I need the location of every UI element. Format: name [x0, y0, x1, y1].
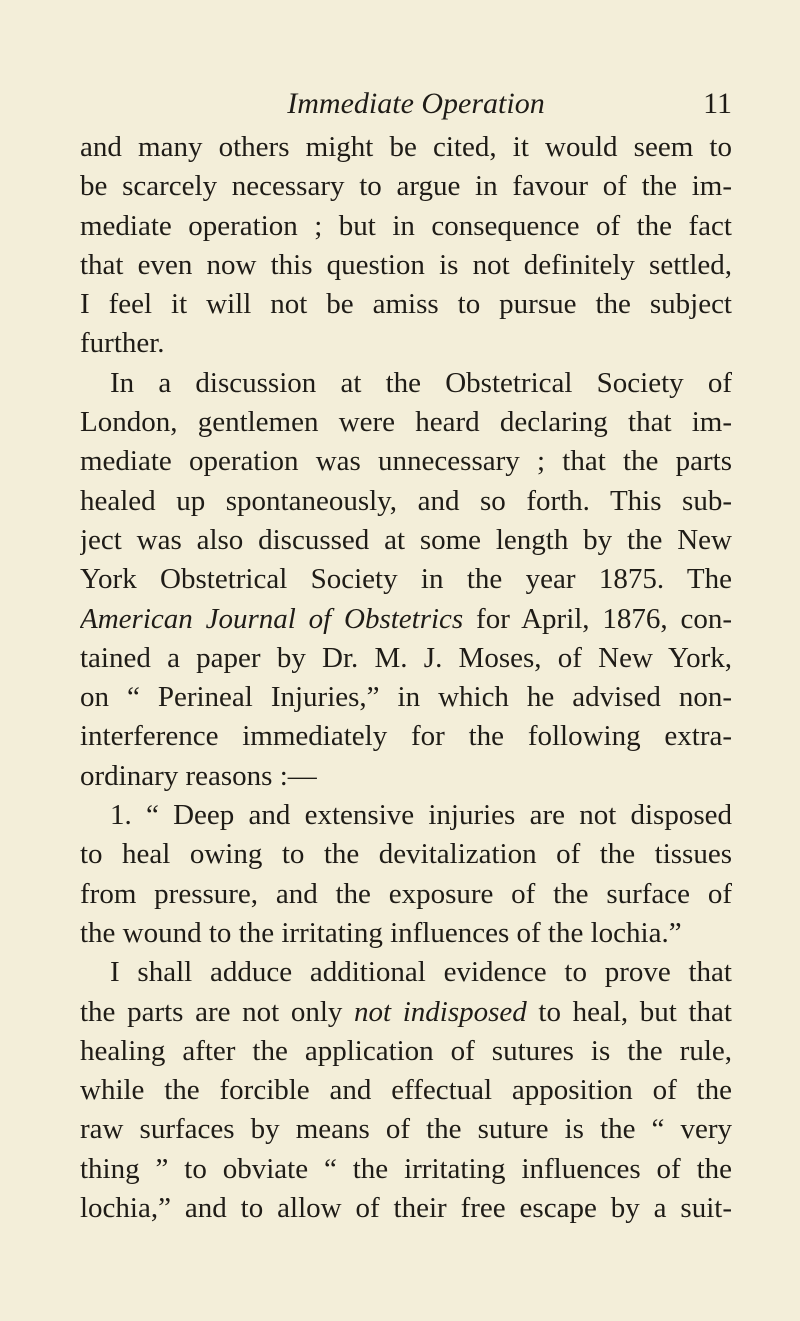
text-segment: the parts are not only: [80, 995, 355, 1028]
text-line: 1. “ Deep and extensive injuries are not disposed: [110, 799, 732, 832]
text-line: further.: [80, 327, 165, 360]
text-line: that even now this question is not definitely settled,: [80, 248, 732, 281]
text-line: healing after the application of sutures is the rule,: [80, 1034, 732, 1067]
running-head-title: Immediate Operation: [287, 87, 545, 120]
text-line: In a discussion at the Obstetrical Society of: [110, 366, 732, 399]
running-head: [80, 84, 732, 124]
text-line: and many others might be cited, it would seem to: [80, 131, 732, 163]
text-line: raw surfaces by means of the suture is the “ very: [80, 1113, 732, 1146]
text-line: thing ” to obviate “ the irritating influences of the: [80, 1152, 732, 1185]
body-text: [80, 128, 732, 1228]
text-segment: for April, 1876, con-: [463, 602, 732, 635]
text-line: be scarcely necessary to argue in favour of the im-: [80, 170, 732, 203]
text-line: London, gentlemen were heard declaring that im-: [80, 406, 732, 439]
text-line: [80, 993, 732, 1032]
text-line: ordinary reasons :—: [80, 759, 317, 792]
text-line: the wound to the irritating influences of the lochia.”: [80, 916, 682, 949]
text-line: while the forcible and effectual apposition of the: [80, 1074, 732, 1107]
text-line: on “ Perineal Injuries,” in which he advised non-: [80, 681, 732, 714]
text-line: York Obstetrical Society in the year 1875. The: [80, 563, 732, 596]
text-line: to heal owing to the devitalization of the tissues: [80, 838, 732, 871]
text-line: from pressure, and the exposure of the surface of: [80, 877, 732, 910]
text-line: tained a paper by Dr. M. J. Moses, of New York,: [80, 641, 732, 674]
text-line: lochia,” and to allow of their free escape by a suit-: [80, 1192, 732, 1225]
text-line: mediate operation ; but in consequence of the fact: [80, 209, 732, 242]
text-segment: to heal, but that: [526, 995, 732, 1028]
text-line: healed up spontaneously, and so forth. This sub-: [80, 484, 732, 517]
emphasis-italic: not indisposed: [354, 995, 527, 1028]
text-line: mediate operation was unnecessary ; that the parts: [80, 445, 732, 478]
text-line: [80, 600, 732, 639]
journal-title-italic: American Journal of Obstetrics: [80, 602, 464, 635]
text-line: I shall adduce additional evidence to prove that: [110, 956, 732, 989]
text-line: I feel it will not be amiss to pursue the subject: [80, 288, 732, 321]
text-line: interference immediately for the following extra-: [80, 720, 732, 753]
page-number: 11: [703, 87, 732, 120]
text-line: ject was also discussed at some length by the New: [80, 523, 732, 556]
